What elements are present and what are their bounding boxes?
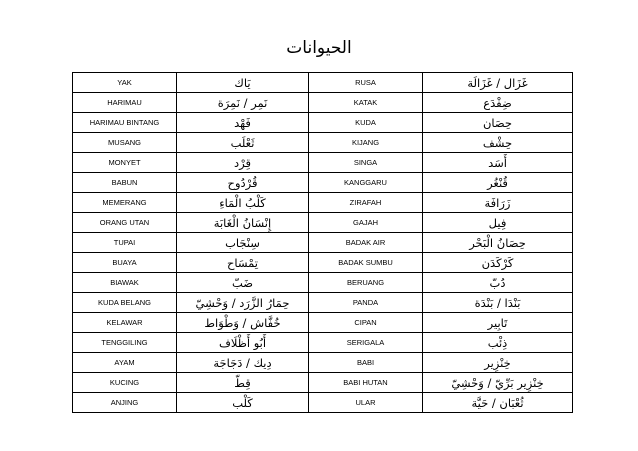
malay-word-cell: KUCING xyxy=(73,373,177,393)
malay-word-cell: BUAYA xyxy=(73,253,177,273)
arabic-word-cell: دِيك / دَجَاجَة xyxy=(177,353,309,373)
table-row xyxy=(73,133,573,153)
table-row xyxy=(73,353,573,373)
malay-word-cell: HARIMAU xyxy=(73,93,177,113)
arabic-word-cell: نَمِر / نَمِرَة xyxy=(177,93,309,113)
arabic-word-cell: كَرْكَدَن xyxy=(423,253,573,273)
arabic-word-cell: فِيل xyxy=(423,213,573,233)
arabic-word-cell: كَلْبُ الْمَاءِ xyxy=(177,193,309,213)
malay-word-cell: KANGGARU xyxy=(309,173,423,193)
arabic-word-cell: ثَعْلَب xyxy=(177,133,309,153)
arabic-word-cell: خِنْزِير xyxy=(423,353,573,373)
arabic-word-cell: قُنْغُر xyxy=(423,173,573,193)
arabic-word-cell: حِمَارُ الزَّرَد / وَحْشِيّ xyxy=(177,293,309,313)
malay-word-cell: GAJAH xyxy=(309,213,423,233)
malay-word-cell: TENGGILING xyxy=(73,333,177,353)
malay-word-cell: KIJANG xyxy=(309,133,423,153)
malay-word-cell: ZIRAFAH xyxy=(309,193,423,213)
arabic-word-cell: خُفَّاش / وَطْوَاط xyxy=(177,313,309,333)
table-row xyxy=(73,393,573,413)
table-row xyxy=(73,73,573,93)
table-row xyxy=(73,333,573,353)
arabic-word-cell: سِنْجَاب xyxy=(177,233,309,253)
malay-word-cell: KATAK xyxy=(309,93,423,113)
arabic-word-cell: حِصَانُ الْبَحْر xyxy=(423,233,573,253)
malay-word-cell: HARIMAU BINTANG xyxy=(73,113,177,133)
malay-word-cell: YAK xyxy=(73,73,177,93)
malay-word-cell: AYAM xyxy=(73,353,177,373)
malay-word-cell: BERUANG xyxy=(309,273,423,293)
malay-word-cell: MEMERANG xyxy=(73,193,177,213)
arabic-word-cell: أَبُو أَظْلَاف xyxy=(177,333,309,353)
arabic-word-cell: أَسَد xyxy=(423,153,573,173)
arabic-word-cell: دُبّ xyxy=(423,273,573,293)
arabic-word-cell: تَابِير xyxy=(423,313,573,333)
malay-word-cell: ULAR xyxy=(309,393,423,413)
vocabulary-table-body xyxy=(73,73,573,413)
malay-word-cell: PANDA xyxy=(309,293,423,313)
arabic-word-cell: قِرْد xyxy=(177,153,309,173)
arabic-word-cell: خِنْزِير بَرِّيّ / وَحْشِيّ xyxy=(423,373,573,393)
malay-word-cell: BIAWAK xyxy=(73,273,177,293)
malay-word-cell: KELAWAR xyxy=(73,313,177,333)
table-row xyxy=(73,153,573,173)
arabic-word-cell: إِنْسَانُ الْغَابَة xyxy=(177,213,309,233)
arabic-word-cell: حِشْف xyxy=(423,133,573,153)
malay-word-cell: BABI HUTAN xyxy=(309,373,423,393)
arabic-word-cell: كَلْب xyxy=(177,393,309,413)
arabic-word-cell: قِطّ xyxy=(177,373,309,393)
malay-word-cell: BABI xyxy=(309,353,423,373)
table-row xyxy=(73,173,573,193)
arabic-word-cell: قُرْدُوح xyxy=(177,173,309,193)
page-title: الحيوانات xyxy=(286,38,352,58)
malay-word-cell: KUDA BELANG xyxy=(73,293,177,313)
malay-word-cell: ORANG UTAN xyxy=(73,213,177,233)
table-row xyxy=(73,93,573,113)
malay-word-cell: MUSANG xyxy=(73,133,177,153)
table-row xyxy=(73,193,573,213)
table-row xyxy=(73,253,573,273)
arabic-word-cell: فَهْد xyxy=(177,113,309,133)
malay-word-cell: TUPAI xyxy=(73,233,177,253)
table-row xyxy=(73,273,573,293)
arabic-word-cell: ذِئْب xyxy=(423,333,573,353)
malay-word-cell: SINGA xyxy=(309,153,423,173)
arabic-word-cell: حِصَان xyxy=(423,113,573,133)
table-row xyxy=(73,213,573,233)
arabic-word-cell: بَنْدَا / بَنْدَة xyxy=(423,293,573,313)
malay-word-cell: ANJING xyxy=(73,393,177,413)
malay-word-cell: RUSA xyxy=(309,73,423,93)
table-row xyxy=(73,233,573,253)
malay-word-cell: BABUN xyxy=(73,173,177,193)
malay-word-cell: CIPAN xyxy=(309,313,423,333)
malay-word-cell: MONYET xyxy=(73,153,177,173)
table-row xyxy=(73,113,573,133)
vocabulary-table xyxy=(72,72,573,413)
arabic-word-cell: ضِفْدَع xyxy=(423,93,573,113)
arabic-word-cell: يَاك xyxy=(177,73,309,93)
malay-word-cell: BADAK SUMBU xyxy=(309,253,423,273)
malay-word-cell: KUDA xyxy=(309,113,423,133)
arabic-word-cell: ضَبّ xyxy=(177,273,309,293)
malay-word-cell: SERIGALA xyxy=(309,333,423,353)
table-row xyxy=(73,293,573,313)
table-row xyxy=(73,373,573,393)
arabic-word-cell: غَزَال / غَزَالَة xyxy=(423,73,573,93)
malay-word-cell: BADAK AIR xyxy=(309,233,423,253)
table-row xyxy=(73,313,573,333)
arabic-word-cell: تِمْسَاح xyxy=(177,253,309,273)
arabic-word-cell: زَرَافَة xyxy=(423,193,573,213)
arabic-word-cell: ثُعْبَان / حَيَّة xyxy=(423,393,573,413)
